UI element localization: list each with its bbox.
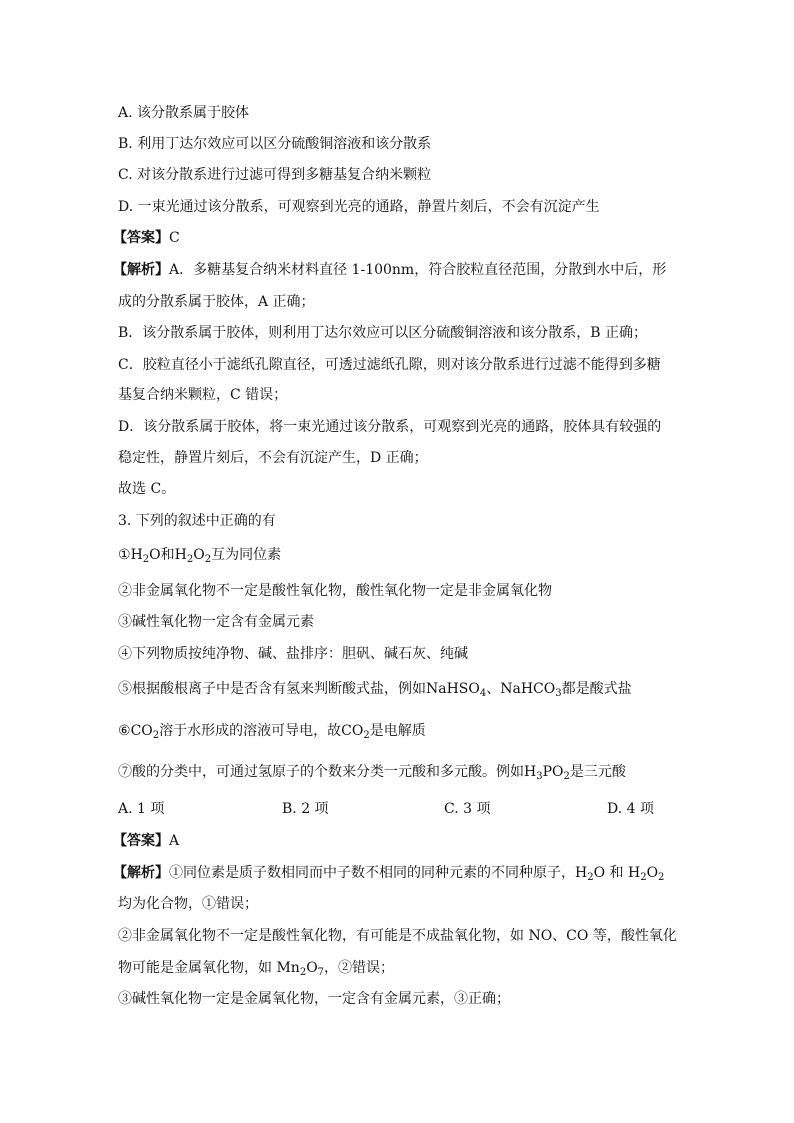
q3-analysis-line-5: ③碱性氧化物一定是金属氧化物，一定含有金属元素，③正确； (118, 991, 510, 1007)
q3-option-c: C. 3 项 (444, 801, 491, 817)
statement-1: $①H_2O$和$H_2O_2$互为同位素 (118, 547, 282, 565)
statement-3: ③碱性氧化物一定含有金属元素 (118, 614, 314, 630)
analysis-line-4: C．胶粒直径小于滤纸孔隙直径，可透过滤纸孔隙，则对该分散系进行过滤不能得到多糖 (118, 357, 661, 373)
q3-analysis-label: 【解析】 (113, 865, 169, 881)
analysis-line-6: D．该分散系属于胶体，将一束光通过该分散系，可观察到光亮的通路，胶体具有较强的 (118, 419, 662, 435)
question-3-stem: 3. 下列的叙述中正确的有 (118, 513, 276, 529)
q3-answer-value: A (169, 833, 180, 849)
statement-4: ④下列物质按纯净物、碱、盐排序：胆矾、碱石灰、纯碱 (118, 646, 468, 662)
statement-5: ⑤根据酸根离子中是否含有氢来判断酸式盐，例如NaHSO$_4$、NaHCO$_3$都是酸式盐 (118, 681, 632, 699)
q3-option-b: B. 2 项 (282, 801, 329, 817)
q3-answer-label: 【答案】 (113, 833, 169, 849)
answer-label: 【答案】 (113, 230, 169, 246)
answer-value: C (169, 230, 180, 246)
q3-analysis-line-2: 均为化合物，①错误； (118, 896, 258, 912)
option-c: C. 对该分散系进行过滤可得到多糖基复合纳米颗粒 (118, 167, 432, 183)
analysis-label: 【解析】 (113, 262, 169, 278)
q3-analysis-line-1: 【解析】①同位素是质子数相同而中子数不相同的同种元素的不同种原子，$H_2O$ 和 $H_2O_2$ (113, 865, 665, 883)
analysis-line-7: 稳定性，静置片刻后，不会有沉淀产生，D 正确； (118, 450, 428, 466)
q3-answer-line (113, 832, 179, 850)
option-a: A. 该分散系属于胶体 (118, 105, 250, 121)
q3-analysis-line-3: ②非金属氧化物不一定是酸性氧化物，有可能是不成盐氧化物，如 NO、CO 等，酸性氧化 (118, 928, 677, 944)
analysis-line-2: 成的分散系属于胶体，A 正确； (118, 294, 315, 310)
q3-option-d: D. 4 项 (607, 801, 654, 817)
analysis-line-1: 【解析】A．多糖基复合纳米材料直径 1-100nm，符合胶粒直径范围，分散到水中后，形 (113, 262, 667, 278)
statement-7: ⑦酸的分类中，可通过氢原子的个数来分类一元酸和多元酸。例如$H_3PO_2$是三元酸 (118, 764, 626, 782)
analysis-line-5: 基复合纳米颗粒，C 错误； (118, 387, 288, 403)
statement-6: $⑥CO_2$溶于水形成的溶液可导电，故$CO_2$是电解质 (118, 723, 426, 741)
option-b: B. 利用丁达尔效应可以区分硫酸铜溶液和该分散系 (118, 136, 432, 152)
option-d: D. 一束光通过该分散系，可观察到光亮的通路，静置片刻后，不会有沉淀产生 (118, 199, 600, 215)
q3-option-a: A. 1 项 (118, 801, 165, 817)
q3-analysis-line-4: 物可能是金属氧化物，如 $Mn_2O_7$，②错误； (118, 960, 395, 978)
analysis-line-8: 故选 C。 (118, 481, 176, 497)
answer-line (113, 229, 180, 247)
analysis-line-3: B．该分散系属于胶体，则利用丁达尔效应可以区分硫酸铜溶液和该分散系，B 正确； (118, 325, 648, 341)
statement-2: ②非金属氧化物不一定是酸性氧化物，酸性氧化物一定是非金属氧化物 (118, 583, 552, 599)
